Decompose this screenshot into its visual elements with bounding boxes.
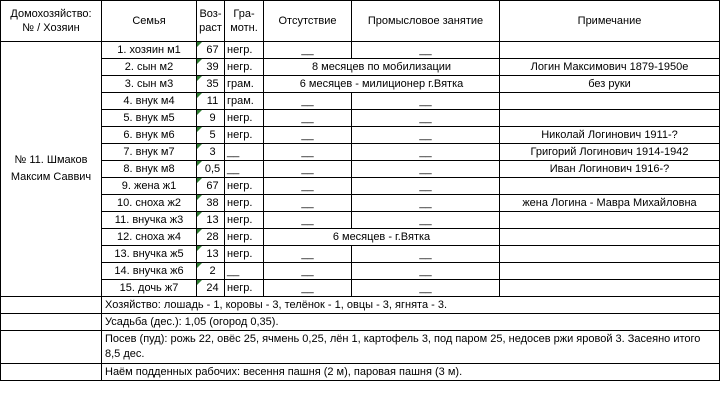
age-value: 2 — [209, 264, 216, 277]
family-member-cell: 15. дочь ж7 — [102, 280, 197, 297]
table-row — [1, 280, 720, 297]
note-cell: Иван Логинович 1916-? — [500, 161, 720, 178]
literacy-cell: негр. — [225, 246, 264, 263]
trade-cell: __ — [352, 178, 500, 195]
trade-cell: __ — [352, 195, 500, 212]
footer-row — [1, 331, 720, 364]
age-cell — [197, 42, 225, 59]
note-cell — [500, 93, 720, 110]
absence-cell: __ — [264, 195, 352, 212]
trade-cell: __ — [352, 280, 500, 297]
trade-cell: __ — [352, 246, 500, 263]
family-member-cell: 13. внучка ж5 — [102, 246, 197, 263]
note-cell — [500, 246, 720, 263]
family-member-cell: 2. сын м2 — [102, 59, 197, 76]
comment-marker-icon — [197, 127, 202, 132]
table-row — [1, 93, 720, 110]
trade-cell: __ — [352, 93, 500, 110]
age-value: 35 — [206, 77, 219, 90]
comment-marker-icon — [197, 212, 202, 217]
absence-cell: __ — [264, 127, 352, 144]
comment-marker-icon — [197, 263, 202, 268]
absence-cell: __ — [264, 144, 352, 161]
note-cell: без руки — [500, 76, 720, 93]
absence-cell: __ — [264, 212, 352, 229]
age-cell — [197, 178, 225, 195]
note-cell — [500, 178, 720, 195]
literacy-cell: грам. — [225, 93, 264, 110]
age-value: 13 — [206, 213, 219, 226]
table-row — [1, 127, 720, 144]
family-member-cell: 10. сноха ж2 — [102, 195, 197, 212]
trade-cell: __ — [352, 127, 500, 144]
note-cell: жена Логина - Мавра Михайловна — [500, 195, 720, 212]
absence-cell: __ — [264, 263, 352, 280]
age-value: 24 — [206, 281, 219, 294]
literacy-cell: негр. — [225, 212, 264, 229]
age-cell — [197, 161, 225, 178]
note-cell: Николай Логинович 1911-? — [500, 127, 720, 144]
note-cell — [500, 280, 720, 297]
age-value: 0,5 — [204, 162, 221, 175]
comment-marker-icon — [197, 161, 202, 166]
absence-cell: __ — [264, 280, 352, 297]
family-member-cell: 12. сноха ж4 — [102, 229, 197, 246]
table-row — [1, 229, 720, 246]
age-value: 3 — [209, 145, 216, 158]
comment-marker-icon — [197, 110, 202, 115]
literacy-cell: негр. — [225, 195, 264, 212]
literacy-cell: грам. — [225, 76, 264, 93]
header-trade: Промысловое занятие — [352, 1, 500, 42]
family-member-cell: 14. внучка ж6 — [102, 263, 197, 280]
header-absence: Отсутствие — [264, 1, 352, 42]
family-member-cell: 8. внук м8 — [102, 161, 197, 178]
age-value: 38 — [206, 196, 219, 209]
absence-trade-cell: 6 месяцев - милиционер г.Вятка — [264, 76, 500, 93]
literacy-cell: __ — [225, 144, 264, 161]
comment-marker-icon — [197, 42, 202, 47]
family-member-cell: 6. внук м6 — [102, 127, 197, 144]
absence-cell: __ — [264, 42, 352, 59]
age-value: 5 — [209, 128, 216, 141]
age-cell — [197, 246, 225, 263]
literacy-cell: негр. — [225, 280, 264, 297]
age-cell — [197, 127, 225, 144]
literacy-cell: негр. — [225, 42, 264, 59]
age-cell — [197, 110, 225, 127]
footer-row — [1, 314, 720, 331]
table-row — [1, 76, 720, 93]
footer-row — [1, 364, 720, 381]
note-cell — [500, 229, 720, 246]
age-value: 9 — [209, 111, 216, 124]
absence-cell: __ — [264, 246, 352, 263]
family-member-cell: 7. внук м7 — [102, 144, 197, 161]
age-cell — [197, 229, 225, 246]
table-row — [1, 178, 720, 195]
header-family: Семья — [102, 1, 197, 42]
comment-marker-icon — [197, 76, 202, 81]
footer-row — [1, 297, 720, 314]
comment-marker-icon — [197, 229, 202, 234]
note-cell — [500, 263, 720, 280]
age-cell — [197, 76, 225, 93]
age-cell — [197, 263, 225, 280]
footer-hired: Наём подденных рабочих: весення пашня (2 м), паровая пашня (3 м). — [102, 364, 720, 381]
absence-cell: __ — [264, 110, 352, 127]
header-household: Домохозяйство: № / Хозяин — [1, 1, 102, 42]
footer-estate: Усадьба (дес.): 1,05 (огород 0,35). — [102, 314, 720, 331]
trade-cell: __ — [352, 42, 500, 59]
household-cell: № 11. Шмаков Максим Саввич — [1, 42, 102, 297]
comment-marker-icon — [197, 144, 202, 149]
family-member-cell: 1. хозяин м1 — [102, 42, 197, 59]
literacy-cell: негр. — [225, 110, 264, 127]
note-cell — [500, 42, 720, 59]
family-member-cell: 11. внучка ж3 — [102, 212, 197, 229]
literacy-cell: негр. — [225, 59, 264, 76]
age-value: 28 — [206, 230, 219, 243]
trade-cell: __ — [352, 263, 500, 280]
age-cell — [197, 195, 225, 212]
table-row — [1, 42, 720, 59]
comment-marker-icon — [197, 246, 202, 251]
literacy-cell: __ — [225, 263, 264, 280]
table-row — [1, 59, 720, 76]
note-cell: Григорий Логинович 1914-1942 — [500, 144, 720, 161]
note-cell — [500, 212, 720, 229]
header-note: Примечание — [500, 1, 720, 42]
literacy-cell: негр. — [225, 127, 264, 144]
table-row — [1, 195, 720, 212]
age-cell — [197, 144, 225, 161]
trade-cell: __ — [352, 144, 500, 161]
absence-cell: __ — [264, 161, 352, 178]
comment-marker-icon — [197, 195, 202, 200]
comment-marker-icon — [197, 93, 202, 98]
table-row — [1, 246, 720, 263]
table-row — [1, 144, 720, 161]
absence-trade-cell: 6 месяцев - г.Вятка — [264, 229, 500, 246]
age-value: 11 — [206, 94, 219, 107]
note-cell — [500, 110, 720, 127]
age-cell — [197, 93, 225, 110]
note-cell: Логин Максимович 1879-1950е — [500, 59, 720, 76]
comment-marker-icon — [197, 178, 202, 183]
header-row — [1, 1, 720, 42]
literacy-cell: __ — [225, 161, 264, 178]
table-row — [1, 161, 720, 178]
age-cell — [197, 280, 225, 297]
literacy-cell: негр. — [225, 178, 264, 195]
family-member-cell: 4. внук м4 — [102, 93, 197, 110]
age-value: 67 — [206, 179, 219, 192]
age-cell — [197, 59, 225, 76]
header-literacy: Гра-мотн. — [225, 1, 264, 42]
trade-cell: __ — [352, 110, 500, 127]
age-cell — [197, 212, 225, 229]
comment-marker-icon — [197, 59, 202, 64]
age-value: 13 — [206, 247, 219, 260]
table-row — [1, 263, 720, 280]
footer-sowing: Посев (пуд): рожь 22, овёс 25, ячмень 0,25, лён 1, картофель 3, под паром 25, недосев ржи яровой 3. Засеяно итого 8,5 дес. — [102, 331, 720, 364]
family-member-cell: 9. жена ж1 — [102, 178, 197, 195]
family-member-cell: 3. сын м3 — [102, 76, 197, 93]
absence-cell: __ — [264, 178, 352, 195]
age-value: 39 — [206, 60, 219, 73]
comment-marker-icon — [197, 280, 202, 285]
family-member-cell: 5. внук м5 — [102, 110, 197, 127]
table-row — [1, 212, 720, 229]
absence-trade-cell: 8 месяцев по мобилизации — [264, 59, 500, 76]
footer-livestock: Хозяйство: лошадь - 1, коровы - 3, телёнок - 1, овцы - 3, ягнята - 3. — [102, 297, 720, 314]
literacy-cell: негр. — [225, 229, 264, 246]
trade-cell: __ — [352, 161, 500, 178]
age-value: 67 — [206, 43, 219, 56]
absence-cell: __ — [264, 93, 352, 110]
trade-cell: __ — [352, 212, 500, 229]
table-row — [1, 110, 720, 127]
header-age: Воз-раст — [197, 1, 225, 42]
